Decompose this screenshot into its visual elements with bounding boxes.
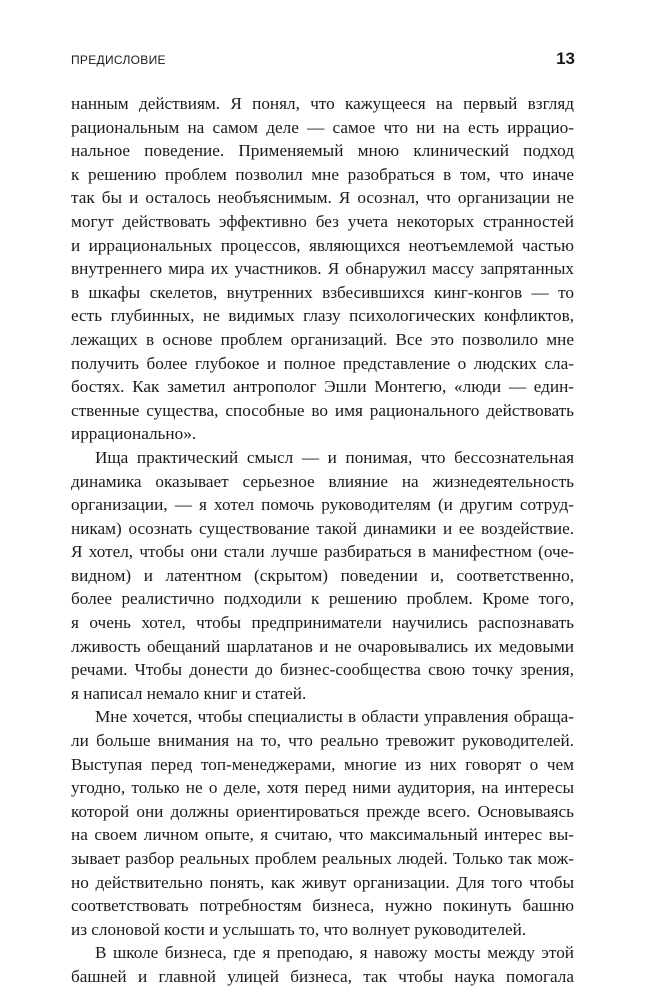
running-title: ПРЕДИСЛОВИЕ	[71, 53, 166, 67]
text-line: лежащих в основе проблем организаций. Все это позволило мне	[71, 329, 574, 349]
text-line: Выступая перед топ-менеджерами, многие из них говорят о чем	[71, 754, 574, 774]
text-line: но действительно понять, как живут организации. Для того чтобы	[71, 872, 574, 892]
text-line: так бы и осталось необъяснимым. Я осознал, что организации не	[71, 188, 574, 208]
text-line: Мне хочется, чтобы специалисты в области управления обраща-	[95, 707, 574, 727]
text-line: и иррациональных процессов, являющихся неотъемлемой частью	[71, 235, 574, 255]
text-line: угодно, только не о деле, хотя перед ними аудитория, на интересы	[71, 778, 574, 798]
text-line: получить более глубокое и полное представление о людских сла-	[71, 353, 574, 373]
text-line: В школе бизнеса, где я преподаю, я навожу мосты между этой	[95, 943, 574, 963]
text-line: Ища практический смысл — и понимая, что бессознательная	[95, 447, 574, 467]
text-line: лживость обещаний шарлатанов и не очаровывались их медовыми	[71, 636, 574, 656]
text-line: я написал немало книг и статей.	[71, 683, 307, 703]
paragraph	[71, 941, 574, 988]
text-line: могут действовать эффективно без учета некоторых странностей	[71, 211, 574, 231]
text-line: внутреннего мира их участников. Я обнаружил массу запрятанных	[71, 259, 574, 279]
text-line: на своем личном опыте, я считаю, что максимальный интерес вы-	[71, 825, 574, 845]
body-text	[71, 92, 574, 989]
text-line: видном) и латентном (скрытом) поведении и, соответственно,	[71, 565, 574, 585]
paragraph	[71, 446, 574, 706]
text-line: более реалистично подходили к решению проблем. Кроме того,	[71, 589, 574, 609]
text-line: в шкафы скелетов, внутренних взбесившихся кинг-конгов — то	[71, 282, 574, 302]
text-line: ственные существа, способные во имя рационального действовать	[71, 400, 574, 420]
text-line: к решению проблем позволил мне разобраться в том, что иначе	[71, 164, 574, 184]
text-line: которой они должны ориентироваться прежде всего. Основываясь	[71, 801, 574, 821]
text-line: зывает разбор реальных проблем реальных людей. Только так мож-	[71, 849, 574, 868]
text-line: соответствовать потребностям бизнеса, нужно покинуть башню	[71, 896, 574, 916]
text-line: никам) осознать существование такой динамики и ее воздействие.	[71, 518, 574, 538]
paragraph	[71, 705, 574, 941]
text-line: организации, — я хотел помочь руководителям (и другим сотруд-	[71, 495, 574, 515]
text-line: я очень хотел, чтобы предприниматели научились распознавать	[71, 613, 574, 633]
paragraph	[71, 92, 574, 446]
text-line: рациональным на самом деле — самое что ни на есть иррацио-	[71, 117, 574, 137]
text-line: иррационально».	[71, 424, 197, 444]
text-line: есть глубинных, не видимых глазу психологических конфликтов,	[71, 306, 574, 326]
text-line: башней и главной улицей бизнеса, так чтобы наука помогала	[71, 966, 574, 986]
text-line: из слоновой кости и услышать то, что волнует руководителей.	[71, 919, 527, 939]
text-line: ли больше внимания на то, что реально тревожит руководителей.	[71, 731, 574, 751]
text-line: бостях. Как заметил антрополог Эшли Монтегю, «люди — един-	[71, 377, 574, 397]
text-line: речами. Чтобы донести до бизнес-сообщества свою точку зрения,	[71, 660, 574, 680]
text-line: динамика оказывает серьезное влияние на жизнедеятельность	[71, 471, 574, 491]
text-line: нальное поведение. Применяемый мною клинический подход	[71, 141, 574, 161]
text-line: нанным действиям. Я понял, что кажущееся на первый взгляд	[71, 94, 574, 113]
text-line: Я хотел, чтобы они стали лучше разбираться в манифестном (оче-	[71, 542, 574, 562]
page-number: 13	[556, 49, 575, 68]
